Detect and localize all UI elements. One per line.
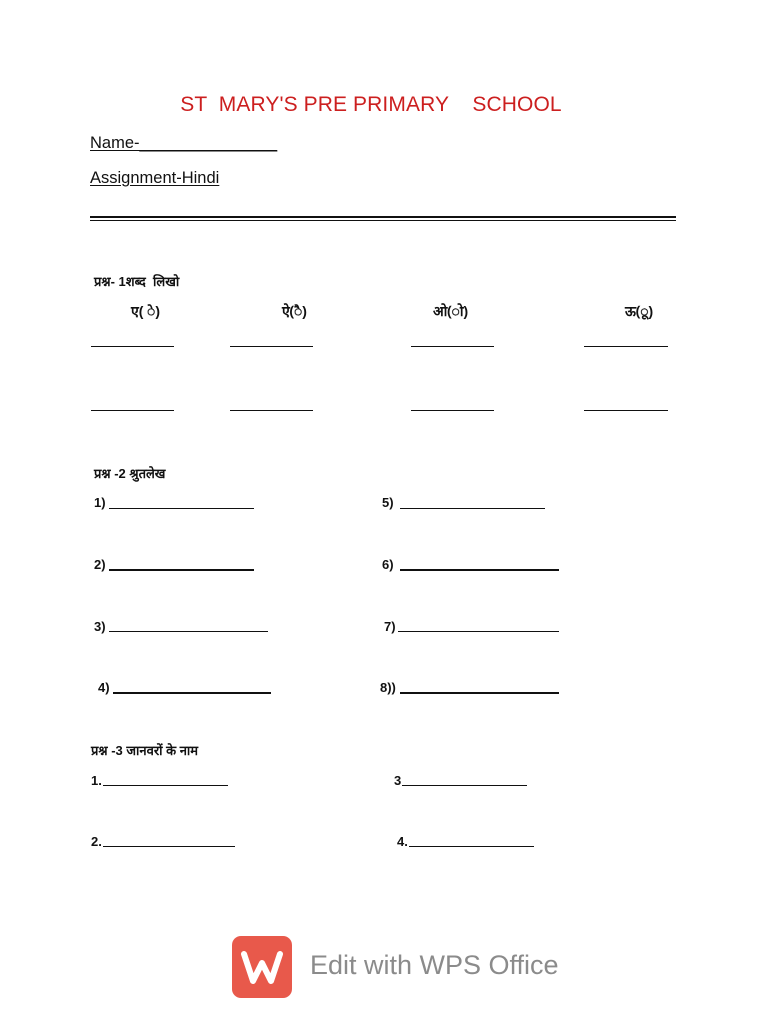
dictation-item-number: 2) (94, 557, 106, 572)
answer-blank (400, 508, 545, 509)
name-field-label: Name-_______________ (90, 134, 278, 152)
answer-blank (402, 785, 527, 786)
answer-blank (584, 410, 668, 411)
question-2-heading: प्रश्न -2 श्रुतलेख (94, 466, 166, 481)
edit-with-wps-link[interactable]: Edit with WPS Office (310, 950, 559, 980)
dictation-item-number: 8)) (380, 680, 396, 695)
school-title: ST MARY'S PRE PRIMARY SCHOOL (180, 93, 562, 116)
dictation-item-number: 1) (94, 495, 106, 510)
animal-item-number: 4. (397, 834, 408, 849)
answer-blank (400, 569, 559, 571)
question-3-heading: प्रश्न -3 जानवरों के नाम (91, 743, 199, 758)
animal-item-number: 2. (91, 834, 102, 849)
answer-blank (113, 692, 271, 694)
answer-blank (584, 346, 668, 347)
answer-blank (230, 346, 313, 347)
animal-item-number: 3 (394, 773, 402, 788)
answer-blank (91, 346, 174, 347)
answer-blank (109, 569, 254, 571)
assignment-label: Assignment-Hindi (90, 169, 220, 187)
answer-blank (411, 346, 494, 347)
answer-blank (398, 631, 559, 632)
animal-item-number: 1. (91, 773, 102, 788)
dictation-item-number: 3) (94, 619, 106, 634)
vowel-label-e: ए( े) (131, 303, 161, 319)
answer-blank (103, 785, 228, 786)
answer-blank (411, 410, 494, 411)
vowel-label-o: ओ(ो) (433, 303, 469, 319)
question-1-heading: प्रश्न- 1शब्द लिखो (94, 274, 180, 289)
answer-blank (91, 410, 174, 411)
answer-blank (109, 631, 268, 632)
divider-line (90, 216, 676, 218)
answer-blank (109, 508, 254, 509)
answer-blank (230, 410, 313, 411)
divider-line-lower (90, 220, 676, 221)
dictation-item-number: 4) (98, 680, 110, 695)
answer-blank (409, 846, 534, 847)
wps-w-glyph (232, 936, 292, 998)
dictation-item-number: 6) (382, 557, 394, 572)
wps-office-logo-icon[interactable] (232, 936, 292, 998)
vowel-label-oo: ऊ(ू) (625, 303, 654, 319)
dictation-item-number: 7) (384, 619, 396, 634)
vowel-label-ai: ऐ(ै) (282, 303, 307, 319)
answer-blank (400, 692, 559, 694)
dictation-item-number: 5) (382, 495, 394, 510)
answer-blank (103, 846, 235, 847)
